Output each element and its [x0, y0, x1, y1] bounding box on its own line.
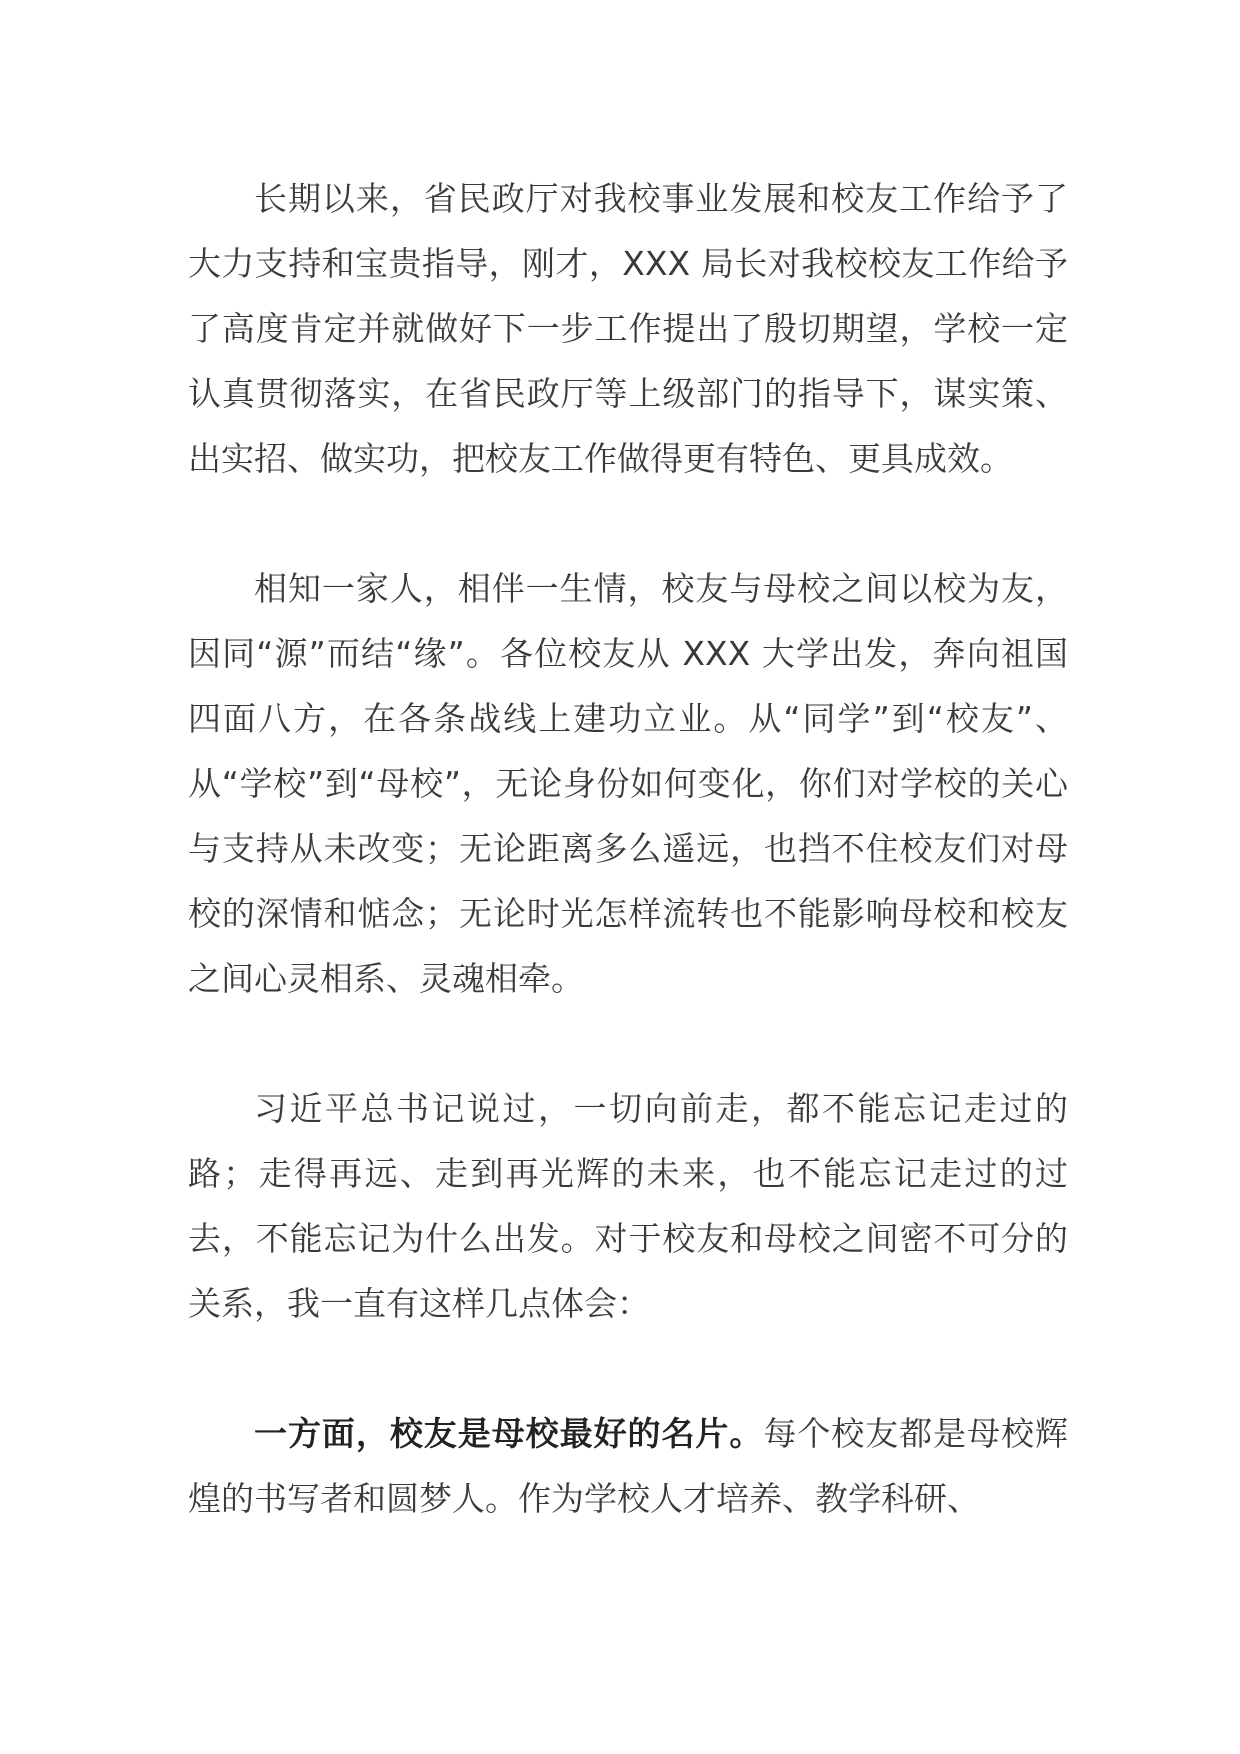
paragraph-2: [188, 556, 1068, 1011]
paragraph-4: [188, 1401, 1068, 1531]
paragraph-3-text: 习近平总书记说过，一切向前走，都不能忘记走过的路；走得再远、走到再光辉的未来，也不能忘记走过的过去，不能忘记为什么出发。对于校友和母校之间密不可分的关系，我一直有这样几点体会：: [188, 1089, 1068, 1323]
paragraph-2-text: 相知一家人，相伴一生情，校友与母校之间以校为友，因同“源”而结“缘”。各位校友从 XXX 大学出发，奔向祖国四面八方，在各条战线上建功立业。从“同学”到“校友”、从“学校”到“母校”，无论身份如何变化，你们对学校的关心与支持从未改变；无论距离多么遥远，也挡不住校友们对母校的深情和惦念；无论时光怎样流转也不能影响母校和校友之间心灵相系、灵魂相牵。: [188, 569, 1068, 998]
paragraph-1: [188, 166, 1068, 491]
paragraph-4-bold-lead: 一方面，校友是母校最好的名片。: [254, 1414, 764, 1453]
paragraph-4-text: 每个校友都是母校辉煌的书写者和圆梦人。作为学校人才培养、教学科研、: [188, 1414, 1069, 1518]
document-body: [188, 166, 1068, 1596]
paragraph-1-text: 长期以来，省民政厅对我校事业发展和校友工作给予了大力支持和宝贵指导，刚才，XXX 局长对我校校友工作给予了高度肯定并就做好下一步工作提出了殷切期望，学校一定认真贯彻落实，在省民政厅等上级部门的指导下，谋实策、出实招、做实功，把校友工作做得更有特色、更具成效。: [188, 179, 1068, 478]
paragraph-3: [188, 1076, 1068, 1336]
